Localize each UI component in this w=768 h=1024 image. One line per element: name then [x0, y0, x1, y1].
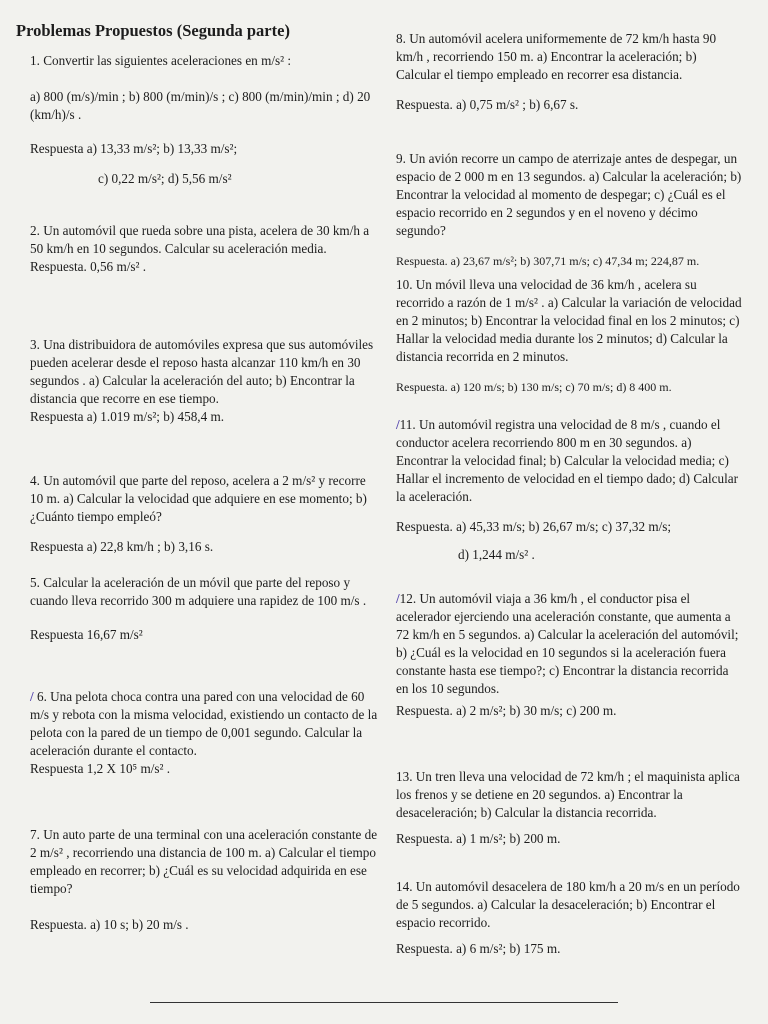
problem-number: 6.	[36, 689, 47, 704]
problem-answer: Respuesta 1,2 X 10⁵ m/s² .	[30, 761, 171, 776]
problem-answer: Respuesta. a) 23,67 m/s²; b) 307,71 m/s; c) 47,34 m; 224,87 m.	[396, 254, 700, 268]
problem-11	[396, 416, 742, 564]
bottom-rule	[150, 1002, 618, 1003]
problem-3	[30, 336, 380, 426]
problem-number: 8.	[396, 31, 406, 46]
problem-number: 14.	[396, 879, 413, 894]
problem-number: 5.	[30, 575, 40, 590]
problem-answer: Respuesta. a) 0,75 m/s² ; b) 6,67 s.	[396, 97, 579, 112]
problem-number: 2.	[30, 223, 40, 238]
check-mark-icon: /	[396, 417, 400, 432]
problem-subitems: a) 800 (m/s)/min ; b) 800 (m/min)/s ; c) 800 (m/min)/min ; d) 20 (km/h)/s .	[30, 89, 371, 122]
problem-text: Un automóvil acelera uniformemente de 72 km/h hasta 90 km/h , recorriendo 150 m. a) Encontrar la aceleración; b) Calcular el tiempo empleado en recorrer esa distancia.	[396, 31, 717, 82]
problem-answer: Respuesta. a) 1 m/s²; b) 200 m.	[396, 831, 561, 846]
problem-answer: Respuesta. a) 120 m/s; b) 130 m/s; c) 70 m/s; d) 8 400 m.	[396, 380, 672, 394]
problem-text: Un automóvil desacelera de 180 km/h a 20 m/s en un período de 5 segundos. a) Calcular la desaceleración; b) Encontrar el espacio recorrido.	[396, 879, 740, 930]
problem-text: Un avión recorre un campo de aterrizaje antes de despegar, un espacio de 2 000 m en 13 segundos. a) Calcular la aceleración; b) Encontrar la velocidad al momento de despegar; c) ¿Cuál es el espacio recorrido en 2 segundos y en el noveno y décimo segundo?	[396, 151, 742, 238]
problem-number: 10.	[396, 277, 413, 292]
problem-1	[30, 52, 380, 188]
problem-answer: Respuesta. a) 6 m/s²; b) 175 m.	[396, 941, 561, 956]
problem-number: 1.	[30, 53, 40, 68]
problem-number: 13.	[396, 769, 413, 784]
problem-text: Un automóvil que parte del reposo, acelera a 2 m/s² y recorre 10 m. a) Calcular la velocidad que adquiere en ese momento; b) ¿Cuánto tiempo empleó?	[30, 473, 367, 524]
problem-number: 9.	[396, 151, 406, 166]
problem-answer: Respuesta 16,67 m/s²	[30, 627, 143, 642]
problem-text: Un automóvil registra una velocidad de 8 m/s , cuando el conductor acelera recorriendo 800 m en 30 segundos. a) Encontrar la velocidad final; b) Calcular la velocidad media; c) Hallar el incremento de velocidad en el tiempo dado; d) Calcular la aceleración.	[396, 417, 739, 504]
problem-text: Calcular la aceleración de un móvil que parte del reposo y cuando lleva recorrido 300 m adquiere una rapidez de 100 m/s .	[30, 575, 367, 608]
problem-2	[30, 222, 380, 276]
problem-answer: Respuesta. 0,56 m/s² .	[30, 259, 147, 274]
problem-answer: Respuesta a) 13,33 m/s²; b) 13,33 m/s²;	[30, 141, 238, 156]
problem-text: Un móvil lleva una velocidad de 36 km/h , acelera su recorrido a razón de 1 m/s² . a) Calcular la variación de velocidad en 2 minutos; b) Encontrar la velocidad final en los 2 minutos; c) Hallar la velocidad media durante los 2 minutos; d) Calcular la distancia recorrida en 2 minutos.	[396, 277, 742, 364]
problem-7	[30, 826, 380, 934]
problem-text: Convertir las siguientes aceleraciones en m/s² :	[43, 53, 292, 68]
problem-8	[396, 30, 742, 114]
problem-answer: Respuesta a) 22,8 km/h ; b) 3,16 s.	[30, 539, 214, 554]
check-mark-icon: /	[396, 591, 400, 606]
problem-text: Una distribuidora de automóviles expresa que sus automóviles pueden acelerar desde el reposo hasta alcanzar 110 km/h en 30 segundos . a) Calcular la aceleración del auto; b) Encontrar la distancia que recorre en ese tiempo.	[30, 337, 374, 406]
problem-14	[396, 878, 742, 958]
problem-13	[396, 768, 742, 848]
problem-text: Una pelota choca contra una pared con una velocidad de 60 m/s y rebota con la misma velocidad, existiendo un contacto de la pelota con la pared de un tiempo de 0,001 segundo. Calcular la aceleración durante el contacto.	[30, 689, 378, 758]
problem-answer: Respuesta. a) 45,33 m/s; b) 26,67 m/s; c) 37,32 m/s;	[396, 519, 672, 534]
problem-9	[396, 150, 742, 270]
problem-text: Un automóvil viaja a 36 km/h , el conductor pisa el acelerador ejerciendo una aceleración constante, que aumenta a 72 km/h en 5 segundos. a) Calcular la aceleración del automóvil; b) ¿Cuál es la velocidad en 10 segundos si la aceleración fuera constante hasta ese tiempo?; c) Encontrar la distancia recorrida en los 10 segundos.	[396, 591, 739, 696]
problem-number: 7.	[30, 827, 40, 842]
check-mark-icon: /	[30, 689, 34, 704]
problem-answer: Respuesta a) 1.019 m/s²; b) 458,4 m.	[30, 409, 225, 424]
problem-answer: Respuesta. a) 10 s; b) 20 m/s .	[30, 917, 189, 932]
problem-number: 3.	[30, 337, 40, 352]
problem-answer: Respuesta. a) 2 m/s²; b) 30 m/s; c) 200 m.	[396, 703, 617, 718]
problem-text: Un tren lleva una velocidad de 72 km/h ; el maquinista aplica los frenos y se detiene en 20 segundos. a) Encontrar la desaceleración; b) Calcular la distancia recorrida.	[396, 769, 740, 820]
problem-number: 4.	[30, 473, 40, 488]
problem-answer-cont: c) 0,22 m/s²; d) 5,56 m/s²	[98, 171, 232, 186]
problem-number: 12.	[399, 591, 417, 606]
problem-10	[396, 276, 742, 396]
problem-5	[30, 574, 380, 644]
problem-12	[396, 590, 742, 720]
problem-answer-cont: d) 1,244 m/s² .	[458, 547, 535, 562]
problem-number: 11.	[399, 417, 416, 432]
problem-4	[30, 472, 380, 556]
problem-text: Un auto parte de una terminal con una aceleración constante de 2 m/s² , recorriendo una distancia de 100 m. a) Calcular el tiempo empleado en recorrer; b) ¿Cuál es su velocidad adquirida en ese tiempo?	[30, 827, 378, 896]
page-title: Problemas Propuestos (Segunda parte)	[16, 21, 290, 40]
problem-6	[30, 688, 380, 778]
problem-text: Un automóvil que rueda sobre una pista, acelera de 30 km/h a 50 km/h en 10 segundos. Calcular su aceleración media.	[30, 223, 370, 256]
